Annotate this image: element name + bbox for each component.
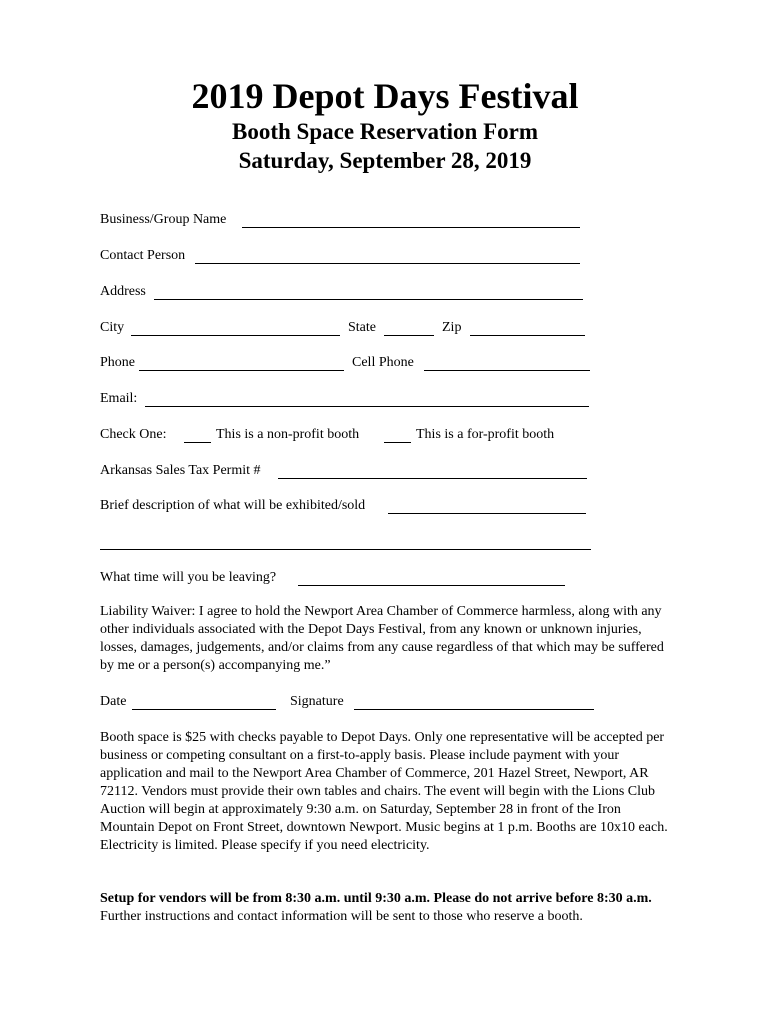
description-label: Brief description of what will be exhibited/sold [100,498,366,513]
forprofit-option-label: This is a for-profit booth [416,427,555,442]
zip-label: Zip [442,320,462,335]
signature-field[interactable] [354,709,594,710]
email-label: Email: [100,391,138,406]
form-subtitle: Booth Space Reservation Form [232,119,538,144]
cell-phone-label: Cell Phone [352,355,414,370]
description-field[interactable] [388,513,586,514]
address-field[interactable] [154,299,583,300]
business-name-field[interactable] [242,227,580,228]
contact-person-field[interactable] [195,263,580,264]
city-field[interactable] [131,335,340,336]
setup-time-notice: Setup for vendors will be from 8:30 a.m. until 9:30 a.m. Please do not arrive before 8:30 a.m. [100,891,652,906]
booth-info-text: Booth space is $25 with checks payable to Depot Days. Only one representative will be accepted per business or competing consultant on a first-to-apply basis. Please include payment with your application and mail to the Newport Area Chamber of Commerce, 201 Hazel Street, Newport, AR 72112. Vendors must provide their own tables and chairs. The event will begin with the Lions Club Auction will begin at approximately 9:30 a.m. on Saturday, September 28 in front of the Iron Mountain Depot on Front Street, downtown Newport. Music begins at 1 p.m. Booths are 10x10 each. Electricity is limited. Please specify if you need electricity. [100,730,668,853]
leaving-time-label: What time will you be leaving? [100,570,277,585]
phone-label: Phone [100,355,135,370]
cell-phone-field[interactable] [424,370,590,371]
date-field[interactable] [132,709,276,710]
description-field-continued[interactable] [100,549,591,550]
forprofit-check-field[interactable] [384,442,411,443]
nonprofit-option-label: This is a non-profit booth [216,427,360,442]
email-field[interactable] [145,406,589,407]
phone-field[interactable] [139,370,344,371]
contact-person-label: Contact Person [100,248,186,263]
tax-permit-label: Arkansas Sales Tax Permit # [100,463,261,478]
nonprofit-check-field[interactable] [184,442,211,443]
state-field[interactable] [384,335,434,336]
address-label: Address [100,284,146,299]
business-name-label: Business/Group Name [100,212,227,227]
event-date: Saturday, September 28, 2019 [238,148,532,173]
zip-field[interactable] [470,335,585,336]
tax-permit-field[interactable] [278,478,587,479]
city-label: City [100,320,125,335]
setup-instructions [100,890,670,926]
state-label: State [348,320,376,335]
page-title: 2019 Depot Days Festival [191,76,579,116]
liability-waiver-text: Liability Waiver: I agree to hold the Newport Area Chamber of Commerce harmless, along with any other individuals associated with the Depot Days Festival, from any known or unknown injuries, losses, damages, judgements, and/or claims from any cause regardless of that which may be suffered by me or a person(s) accompanying me.” [100,604,664,673]
check-one-label: Check One: [100,427,167,442]
description-continuation-row [100,532,592,552]
leaving-time-field[interactable] [298,585,565,586]
date-label: Date [100,694,127,709]
further-instructions-text: Further instructions and contact information will be sent to those who reserve a booth. [100,909,583,924]
signature-label: Signature [290,694,344,709]
